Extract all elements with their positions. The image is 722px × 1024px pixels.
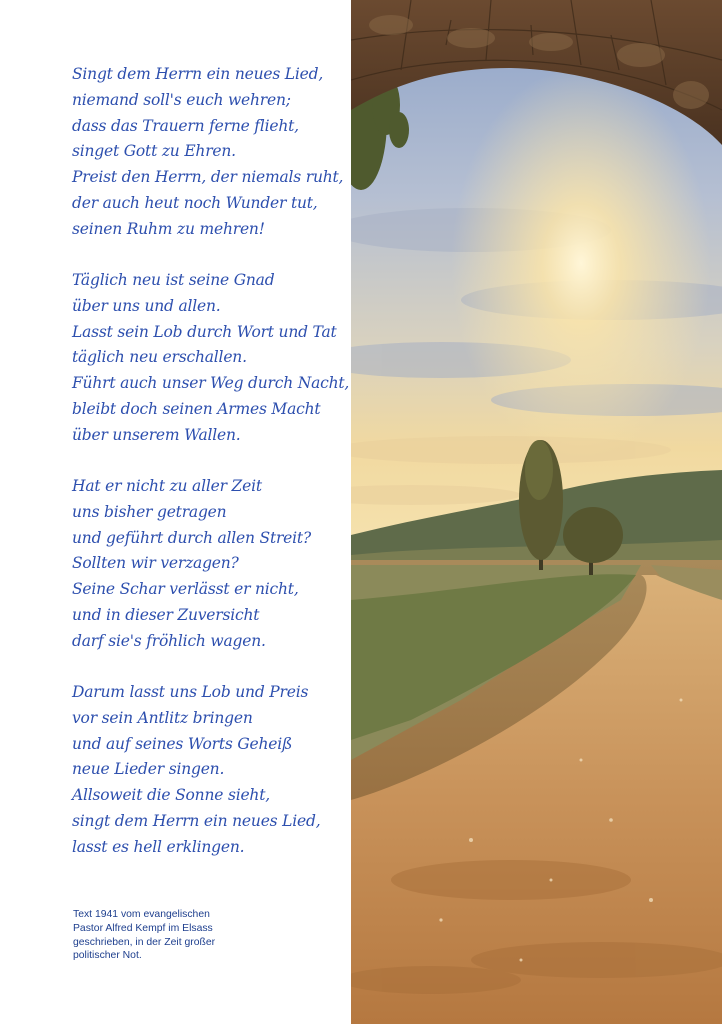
credit-line: Text 1941 vom evangelischen [73,909,210,920]
poem-line: Singt dem Herrn ein neues Lied, [72,65,324,83]
credit-line: politischer Not. [73,950,142,962]
poem-line: seinen Ruhm zu mehren! [72,219,265,238]
poem-line: und in dieser Zuversicht [72,605,260,624]
poem-line: Sollten wir verzagen? [72,554,239,573]
poem-line: und geführt durch allen Streit? [72,528,312,547]
poem-line: Preist den Herrn, der niemals ruht, [72,168,344,187]
poem-line: der auch heut noch Wunder tut, [72,193,318,212]
credit-note [73,908,273,963]
poem-line: Darum lasst uns Lob und Preis [72,683,309,701]
poem-line: und auf seines Worts Geheiß [72,734,293,753]
poem-line: Hat er nicht zu aller Zeit [72,477,262,495]
poem-line: singt dem Herrn ein neues Lied, [72,811,321,830]
poem-line: singet Gott zu Ehren. [72,142,236,161]
poem-line: neue Lieder singen. [72,760,225,779]
stanza-2 [72,268,349,449]
poem-column [0,0,351,1024]
landscape-photo [351,0,722,1024]
poem-line: Führt auch unser Weg durch Nacht, [72,374,350,393]
poem-line: bleibt doch seinen Armes Macht [72,399,321,418]
poem-line: Seine Schar verlässt er nicht, [72,580,299,599]
poem-line: niemand soll's euch wehren; [72,90,291,109]
poem-line: vor sein Antlitz bringen [72,708,253,727]
poem-line: dass das Trauern ferne flieht, [72,116,299,135]
credit-line: Pastor Alfred Kempf im Elsass [73,922,213,934]
poem-line: darf sie's fröhlich wagen. [72,631,266,650]
poem-line: über uns und allen. [72,296,221,315]
poem-line: Täglich neu ist seine Gnad [72,271,275,289]
stanza-3 [72,474,311,655]
credit-line: geschrieben, in der Zeit großer [73,936,216,948]
poem-line: Lasst sein Lob durch Wort und Tat [72,322,337,341]
poem-line: lasst es hell erklingen. [72,837,245,856]
stanza-4 [72,680,320,861]
landscape-illustration [351,0,722,1024]
stanza-1 [72,62,343,243]
poem-line: täglich neu erschallen. [72,348,247,367]
poem-line: Allsoweit die Sonne sieht, [72,786,270,805]
poem-line: uns bisher getragen [72,502,227,521]
poem-line: über unserem Wallen. [72,425,241,444]
